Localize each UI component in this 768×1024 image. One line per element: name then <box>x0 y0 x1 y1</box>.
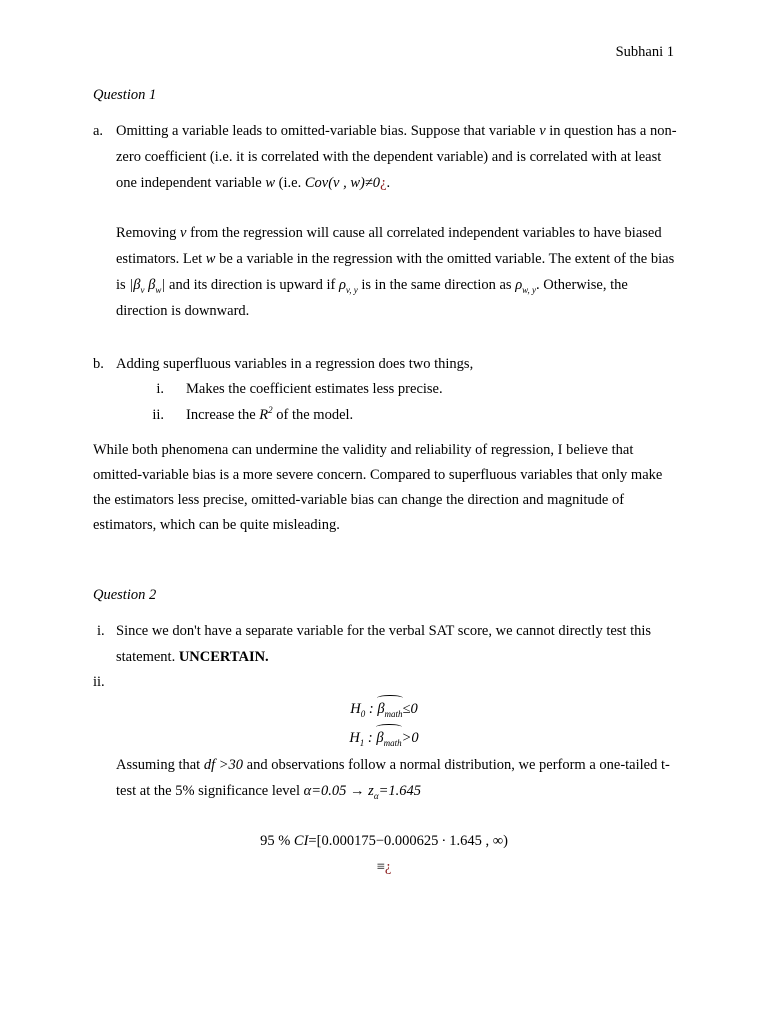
q1a-err-glyph: ¿ <box>380 175 387 191</box>
q1b-item-2-text-post: of the model. <box>276 407 354 423</box>
hypothesis-h0: $H_0$ : $\beta_{math}\le 0$ <box>0 698 768 720</box>
q1a-end: . <box>386 175 391 191</box>
q1a2-var-w: w <box>205 251 216 267</box>
q1b-item-1-text: Makes the coefficient estimates less precise. <box>186 381 443 397</box>
q1a2-rho-vy: $\rho_{v, y}$ <box>338 277 358 295</box>
q1b-item-2-num: ii. <box>152 407 164 423</box>
q1a2-bias-expr: $|\beta_v$ $\beta_w|$ <box>129 277 166 295</box>
q1b-list-item-2 <box>150 402 353 428</box>
q1a2-text-6: . Otherwise, the direction is downward. <box>116 277 628 319</box>
question-2-title: Question 2 <box>93 587 157 603</box>
q1a2-var-v: v <box>180 225 187 241</box>
q1-part-b-intro: Adding superfluous variables in a regression does two things, <box>116 356 474 372</box>
q2-part-i <box>93 618 678 670</box>
q2-part-i-marker: i. <box>97 623 105 639</box>
q1b-item-2-text: Increase the <box>186 407 256 423</box>
q2-part-i-text: Since we don't have a separate variable for the verbal SAT score, we cannot directly test this statement. UNCERTAIN. <box>116 623 652 665</box>
q1a-text-2: in question has a non-zero coefficient (i.e. it is correlated with the dependent variable) and is correlated with at least one independent variable <box>116 123 677 191</box>
q2-part-ii-marker: ii. <box>93 674 105 690</box>
question-1-title: Question 1 <box>93 87 157 103</box>
q1a-text-3: (i.e. <box>278 175 302 191</box>
q1-part-a-paragraph-2 <box>116 220 676 324</box>
q1a2-text-2: from the regression will cause all correlated independent variables to have biased estimators. Let <box>116 225 662 267</box>
q1a2-text-4: and its direction is upward if <box>169 277 336 293</box>
q1b-item-1-num: i. <box>156 381 164 397</box>
df-var: df <box>203 757 216 773</box>
ci-continuation: ≡¿ <box>376 859 392 875</box>
q1a2-text-5: is in the same direction as <box>361 277 512 293</box>
q1b-r-squared: $R^2$ <box>259 405 273 423</box>
q1a2-text-3: be a variable in the regression with the omitted variable. The extent of the bias is <box>116 251 675 293</box>
q1-part-b-marker: b. <box>93 356 104 372</box>
q1a-var-v: v <box>539 123 546 139</box>
q1-part-a-marker: a. <box>93 123 104 139</box>
q1a2-text-1: Removing <box>116 225 177 241</box>
q1-part-b <box>93 351 678 377</box>
alpha-expr: $\alpha=0.05 \to z_\alpha=1.645$ <box>303 783 421 801</box>
q1a-text: Omitting a variable leads to omitted-variable bias. Suppose that variable <box>116 123 536 139</box>
q1-conclusion: While both phenomena can undermine the validity and reliability of regression, I believe that omitted-variable bias is a more severe concern. Compared to superfluous variables that only make the estimators less precise, omitted-variable bias can change the direction and magnitude of estimators, which can be quite misleading. <box>93 442 663 533</box>
q1a-cov-expr: Cov(v , w)≠0 <box>304 175 381 191</box>
q2-verdict: UNCERTAIN. <box>178 649 269 665</box>
q1b-list-item-1 <box>150 376 443 402</box>
hypothesis-h1: $H_1$ : $\beta_{math}>0$ <box>0 727 768 749</box>
q1-part-a <box>93 118 678 196</box>
q1a2-rho-wy: $\rho_{w, y}$ <box>515 277 537 295</box>
q2-assumption: Assuming that df >30 and observations follow a normal distribution, we perform a one-tailed t-test at the 5% significance level $\alpha=0.05 \to z_\alpha=1.645$ <box>116 757 670 801</box>
page-header: Subhani 1 <box>615 44 674 60</box>
confidence-interval-expr: 95 % CI=[0.000175−0.000625 ∙ 1.645 , ∞) <box>260 833 508 849</box>
q1-part-a-paragraph-1 <box>116 118 678 196</box>
q1a-var-w: w <box>265 175 276 191</box>
